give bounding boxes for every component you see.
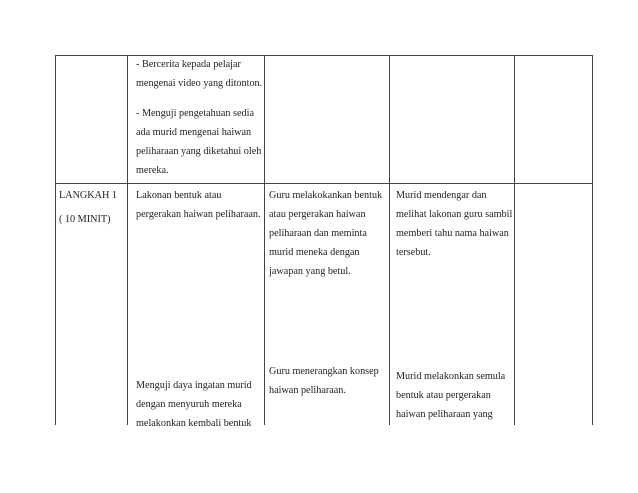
text-line: peliharaan yang diketahui oleh: [136, 146, 262, 157]
content-cell-top: [136, 186, 261, 224]
text-line: Lakonan bentuk atau: [136, 190, 222, 201]
text-line: bentuk atau pergerakan: [396, 390, 491, 401]
text-line: - Bercerita kepada pelajar: [136, 59, 241, 70]
table-row-divider: [55, 183, 593, 184]
text-line: mereka.: [136, 165, 169, 176]
table-column-divider: [514, 55, 515, 425]
teacher-activity-top: [269, 186, 382, 281]
text-line: haiwan peliharaan.: [269, 385, 346, 396]
text-line: atau pergerakan haiwan: [269, 209, 366, 220]
text-line: tersebut.: [396, 247, 431, 258]
content-cell-bottom: [136, 376, 252, 433]
student-activity-bottom: [396, 367, 505, 424]
table-border-right: [592, 55, 593, 425]
row1-content-block-1: [136, 55, 262, 93]
text-line: melakonkan kembali bentuk: [136, 418, 252, 429]
table-column-divider: [264, 55, 265, 425]
table-column-divider: [389, 55, 390, 425]
text-line: ada murid mengenai haiwan: [136, 127, 252, 138]
text-line: pergerakan haiwan peliharaan.: [136, 209, 261, 220]
text-line: mengenai video yang ditonton.: [136, 78, 263, 89]
teacher-activity-bottom: [269, 362, 379, 400]
student-activity-top: [396, 186, 512, 262]
table-column-divider: [127, 55, 128, 425]
table-border-left: [55, 55, 56, 425]
text-line: Murid mendengar dan: [396, 190, 487, 201]
text-line: dengan menyuruh mereka: [136, 399, 242, 410]
row1-content-block-2: [136, 104, 261, 180]
text-line: jawapan yang betul.: [269, 266, 351, 277]
text-line: memberi tahu nama haiwan: [396, 228, 509, 239]
text-line: Murid melakonkan semula: [396, 371, 506, 382]
step-cell: [59, 186, 117, 229]
text-line: Menguji daya ingatan murid: [136, 380, 252, 391]
text-line: haiwan peliharaan yang: [396, 409, 493, 420]
text-line: peliharaan dan meminta: [269, 228, 367, 239]
text-line: murid meneka dengan: [269, 247, 360, 258]
step-title: LANGKAH 1: [59, 190, 118, 201]
step-time: ( 10 MINIT): [59, 214, 111, 225]
text-line: Guru menerangkan konsep: [269, 366, 379, 377]
text-line: - Menguji pengetahuan sedia: [136, 108, 254, 119]
text-line: Guru melakokankan bentuk: [269, 190, 383, 201]
text-line: melihat lakonan guru sambil: [396, 209, 513, 220]
